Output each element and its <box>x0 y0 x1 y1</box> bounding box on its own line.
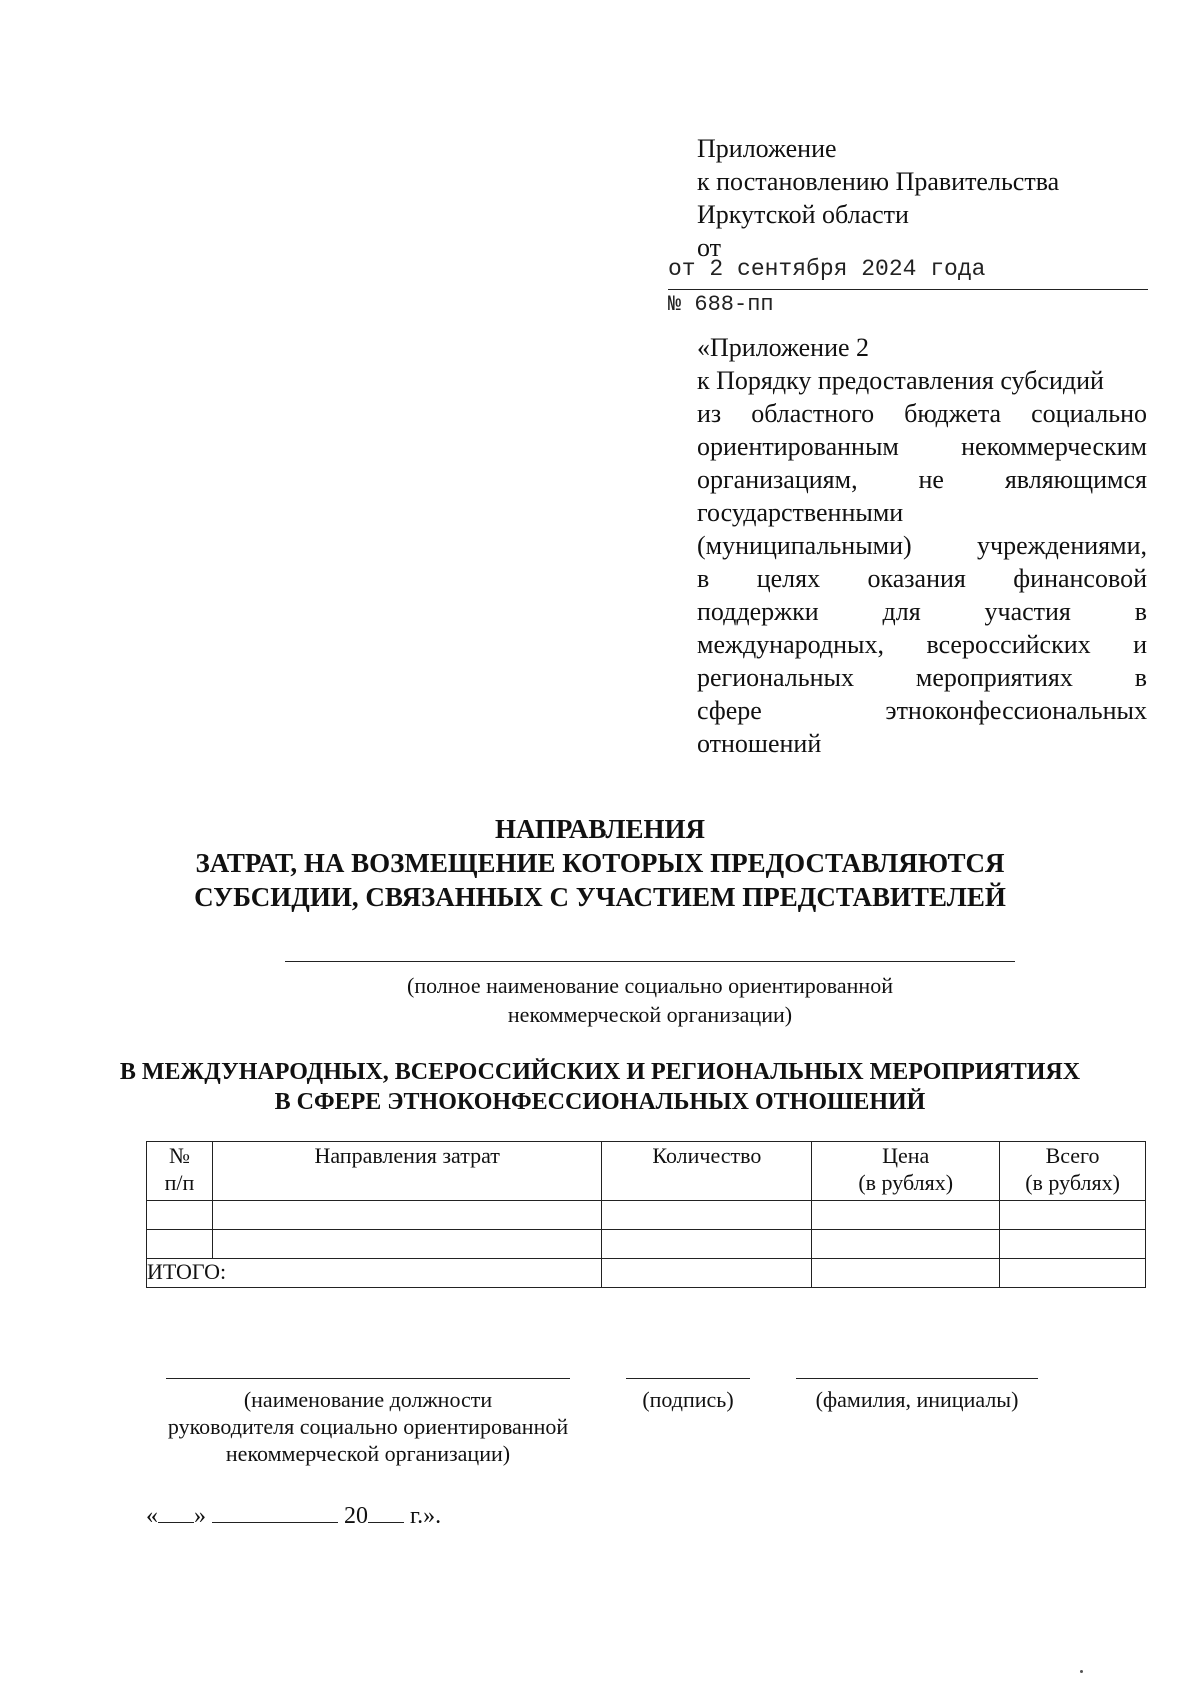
table-cell <box>812 1230 1000 1259</box>
header-price <box>812 1142 1000 1201</box>
appendix2-line: из областного бюджета социально <box>697 399 1147 428</box>
appendix2-line: региональных мероприятиях в <box>697 663 1147 692</box>
table-cell <box>602 1230 812 1259</box>
registration-date: от 2 сентября 2024 года <box>668 256 986 282</box>
appendix2-line: международных, всероссийских и <box>697 630 1147 659</box>
appendix2-line: (муниципальными) учреждениями, <box>697 531 1147 560</box>
table-cell <box>602 1201 812 1230</box>
header-text: Цена <box>882 1143 930 1168</box>
header-number <box>147 1142 213 1201</box>
year-prefix: 20 <box>344 1503 368 1529</box>
title-line: ЗАТРАТ, НА ВОЗМЕЩЕНИЕ КОТОРЫХ ПРЕДОСТАВЛЯЮТСЯ <box>195 848 1005 878</box>
title-line: СУБСИДИИ, СВЯЗАННЫХ С УЧАСТИЕМ ПРЕДСТАВИТЕЛЕЙ <box>194 882 1006 912</box>
appendix2-line: отношений <box>697 729 822 758</box>
costs-table <box>146 1141 1146 1288</box>
position-underline <box>166 1378 570 1379</box>
appendix2-line: в целях оказания финансовой <box>697 564 1147 593</box>
header-text: (в рублях) <box>1025 1170 1120 1195</box>
appendix2-line: ориентированным некоммерческим <box>697 432 1147 461</box>
table-total-row <box>147 1259 1146 1288</box>
header-text: Всего <box>1045 1143 1100 1168</box>
signature-underline <box>626 1378 750 1379</box>
appendix-header-line: от <box>697 233 722 262</box>
org-caption-line: некоммерческой организации) <box>507 1002 793 1027</box>
appendix2-line: государственными <box>697 498 904 527</box>
table-header-row <box>147 1142 1146 1201</box>
appendix2-line: поддержки для участия в <box>697 597 1147 626</box>
signature-caption: (подпись) <box>642 1387 734 1412</box>
position-caption-line: руководителя социально ориентированной <box>167 1414 569 1439</box>
appendix2-block <box>697 331 1147 760</box>
header-text: Количество <box>652 1143 762 1168</box>
scan-speck <box>1080 1670 1083 1673</box>
year-blank <box>368 1502 404 1523</box>
table-cell <box>1000 1259 1146 1288</box>
table-cell <box>212 1201 602 1230</box>
document-subtitle <box>0 1057 1200 1117</box>
appendix-header <box>697 132 1147 264</box>
date-close-quote: » <box>194 1503 206 1529</box>
appendix2-line: организациям, не являющимся <box>697 465 1147 494</box>
date-suffix: г.». <box>410 1503 442 1529</box>
appendix2-line: к Порядку предоставления субсидий <box>697 366 1104 395</box>
appendix-header-line: Приложение <box>697 134 837 163</box>
header-cost-directions <box>212 1142 602 1201</box>
position-caption-line: некоммерческой организации) <box>225 1441 511 1466</box>
day-blank <box>158 1502 194 1523</box>
date-line <box>146 1502 441 1530</box>
table-cell <box>1000 1201 1146 1230</box>
total-label: ИТОГО: <box>147 1259 602 1288</box>
registration-number: № 688-пп <box>668 292 774 317</box>
header-text: (в рублях) <box>858 1170 954 1195</box>
date-open-quote: « <box>146 1503 158 1529</box>
position-caption-line: (наименование должности <box>243 1387 493 1412</box>
table-row <box>147 1230 1146 1259</box>
name-caption: (фамилия, инициалы) <box>815 1387 1019 1412</box>
registration-underline <box>668 289 1148 290</box>
name-underline <box>796 1378 1038 1379</box>
header-total <box>1000 1142 1146 1201</box>
header-text: п/п <box>164 1170 195 1195</box>
appendix2-line: сфере этноконфессиональных <box>697 696 1147 725</box>
title-line: НАПРАВЛЕНИЯ <box>495 814 705 844</box>
table-cell <box>147 1230 213 1259</box>
header-quantity <box>602 1142 812 1201</box>
table-cell <box>812 1201 1000 1230</box>
table-cell <box>1000 1230 1146 1259</box>
org-name-caption <box>285 971 1015 1029</box>
appendix-header-line: к постановлению Правительства <box>697 167 1060 196</box>
table-cell <box>212 1230 602 1259</box>
table-cell <box>602 1259 812 1288</box>
table-cell <box>812 1259 1000 1288</box>
appendix-header-line: Иркутской области <box>697 200 909 229</box>
month-blank <box>212 1502 338 1523</box>
position-caption <box>140 1386 596 1467</box>
header-text: № <box>168 1143 190 1168</box>
table-cell <box>147 1201 213 1230</box>
subtitle-line: В СФЕРЕ ЭТНОКОНФЕССИОНАЛЬНЫХ ОТНОШЕНИЙ <box>274 1089 926 1115</box>
document-title <box>0 812 1200 914</box>
org-caption-line: (полное наименование социально ориентированной <box>407 973 893 998</box>
org-name-underline <box>285 961 1015 962</box>
appendix2-line: «Приложение 2 <box>697 333 870 362</box>
table-row <box>147 1201 1146 1230</box>
header-text: Направления затрат <box>314 1143 500 1168</box>
subtitle-line: В МЕЖДУНАРОДНЫХ, ВСЕРОССИЙСКИХ И РЕГИОНАЛЬНЫХ МЕРОПРИЯТИЯХ <box>119 1059 1081 1085</box>
